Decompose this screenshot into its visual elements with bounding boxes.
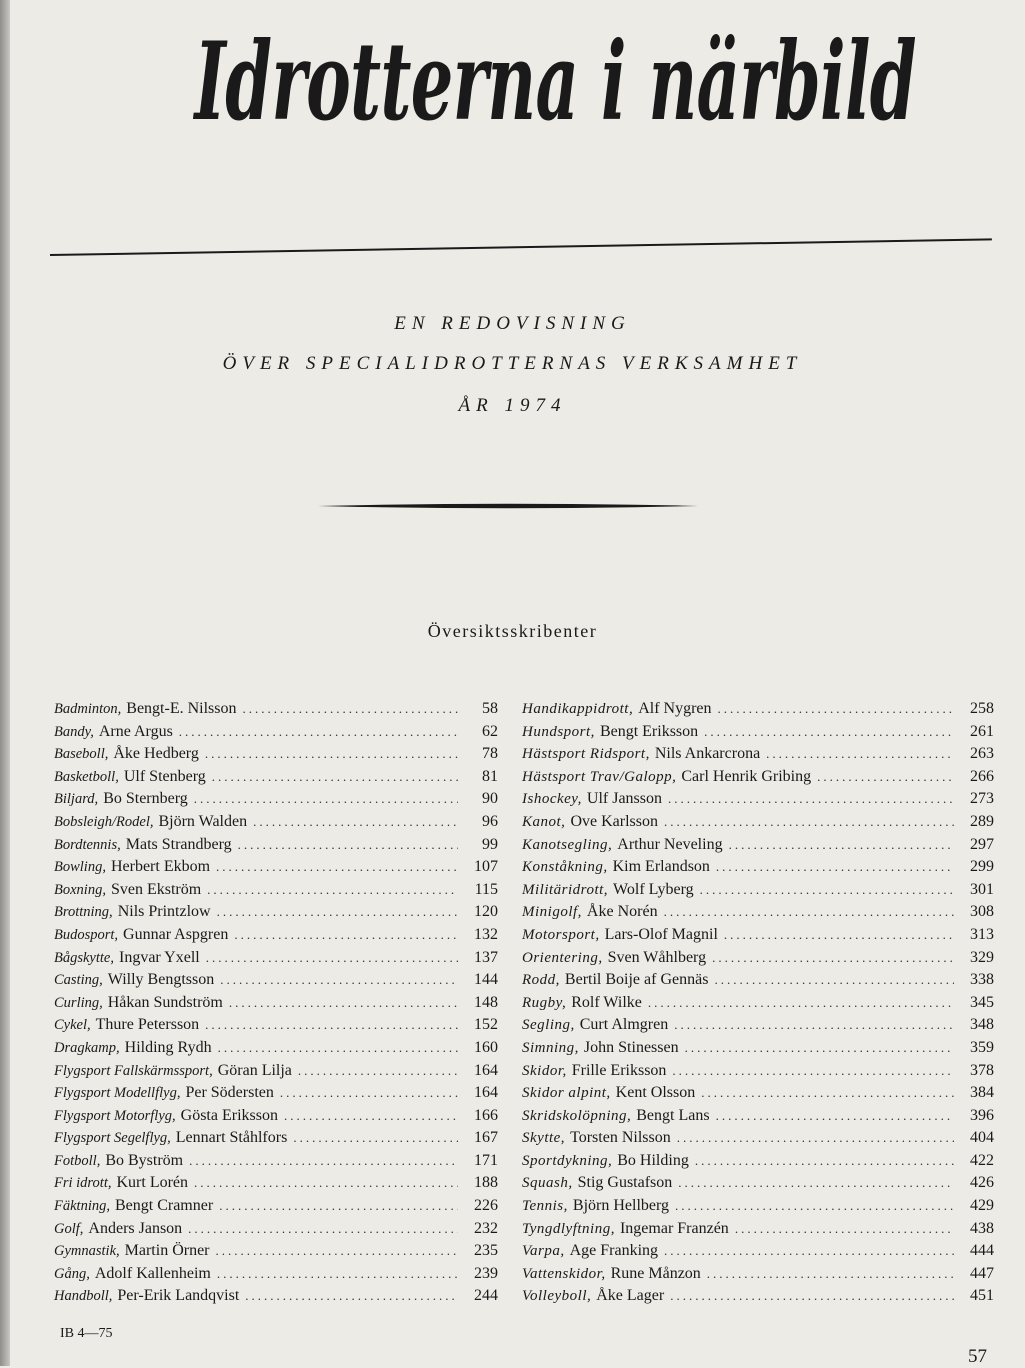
author-name: Stig Gustafson (577, 1174, 673, 1192)
sport-name: Minigolf, (522, 904, 582, 921)
dot-leader (664, 904, 954, 920)
contents-entry (54, 1197, 498, 1220)
dot-leader (674, 1017, 954, 1033)
author-name: Per-Erik Landqvist (117, 1287, 240, 1305)
contents-entry (522, 1287, 994, 1310)
page-number-ref: 384 (970, 1084, 994, 1102)
sport-name: Sportdykning, (522, 1152, 613, 1169)
author-name: Ulf Jansson (586, 790, 662, 808)
author-name: Bengt Lans (636, 1106, 710, 1124)
page-number-ref: 244 (474, 1287, 498, 1305)
contents-entry (522, 1084, 994, 1107)
page-number-ref: 144 (474, 971, 498, 989)
author-name: Thure Petersson (95, 1016, 200, 1034)
page-number-ref: 301 (970, 880, 994, 898)
page-number-ref: 345 (970, 993, 994, 1011)
author-name: Bo Hilding (617, 1151, 689, 1169)
author-name: Ove Karlsson (570, 812, 658, 830)
dot-leader (677, 1130, 954, 1146)
sport-name: Konståkning, (522, 859, 608, 876)
author-name: Bengt Eriksson (599, 722, 699, 740)
contents-entry (522, 926, 994, 949)
page-number-ref: 90 (482, 790, 498, 808)
page-number-ref: 164 (474, 1061, 498, 1079)
contents-entry (54, 723, 498, 746)
author-name: Arne Argus (98, 722, 173, 740)
author-name: Kim Erlandson (612, 858, 710, 876)
dot-leader (284, 1108, 458, 1124)
contents-entry (522, 1242, 994, 1265)
author-name: Mats Strandberg (125, 835, 232, 853)
page-title: Idrotterna i närbild (194, 19, 916, 145)
author-name: Frille Eriksson (571, 1061, 667, 1079)
page-number-ref: 429 (970, 1197, 994, 1215)
author-name: Herbert Ekbom (110, 858, 211, 876)
contents-entry (522, 1152, 994, 1175)
contents-entry (54, 1265, 498, 1288)
author-name: Nils Ankarcrona (654, 745, 761, 763)
dot-leader (729, 837, 954, 853)
dot-leader (714, 972, 954, 988)
ornamental-rule (318, 503, 698, 509)
dot-leader (220, 972, 458, 988)
page-number-ref: 444 (970, 1242, 994, 1260)
sport-name: Volleyboll, (522, 1288, 592, 1305)
page-gutter-edge (0, 0, 10, 1366)
sport-name: Gymnastik, (54, 1243, 120, 1260)
dot-leader (670, 1288, 954, 1304)
sport-name: Hundsport, (522, 723, 595, 740)
page-number-ref: 308 (970, 903, 994, 921)
title-rule (50, 238, 992, 256)
dot-leader (724, 927, 954, 943)
page-number-ref: 263 (970, 745, 994, 763)
page-number-ref: 226 (474, 1197, 498, 1215)
author-name: Håkan Sundström (107, 993, 223, 1011)
dot-leader (700, 882, 954, 898)
contents-entry (522, 700, 994, 723)
dot-leader (707, 1266, 954, 1282)
author-name: Lennart Ståhlfors (175, 1129, 288, 1147)
page-number-ref: 137 (474, 948, 498, 966)
sport-name: Bordtennis, (54, 836, 121, 853)
sport-name: Bowling, (54, 859, 106, 876)
page-number-ref: 115 (474, 880, 498, 898)
author-name: Gunnar Aspgren (123, 925, 229, 943)
sport-name: Kanotsegling, (522, 836, 613, 853)
dot-leader (293, 1130, 458, 1146)
contents-entry (522, 994, 994, 1017)
dot-leader (716, 859, 954, 875)
contents-entry (522, 1062, 994, 1085)
dot-leader (179, 724, 458, 740)
contents-entry (522, 1016, 994, 1039)
sport-name: Brottning, (54, 904, 113, 921)
sport-name: Biljard, (54, 791, 99, 808)
contents-entry (54, 1016, 498, 1039)
sport-name: Hästsport Ridsport, (522, 746, 650, 763)
author-name: Kurt Lorén (116, 1174, 189, 1192)
contents-entry (54, 949, 498, 972)
author-name: Rune Månzon (610, 1264, 701, 1282)
dot-leader (207, 882, 458, 898)
page-number-ref: 152 (474, 1016, 498, 1034)
dot-leader (664, 1243, 954, 1259)
page-number-ref: 426 (970, 1174, 994, 1192)
dot-leader (675, 1198, 954, 1214)
sport-name: Tyngdlyftning, (522, 1220, 615, 1237)
contents-entry (54, 1062, 498, 1085)
sport-name: Skytte, (522, 1130, 566, 1147)
author-name: Carl Henrik Gribing (681, 767, 812, 785)
author-name: Björn Walden (158, 812, 248, 830)
contents-entry (522, 881, 994, 904)
contents-column-left (54, 700, 498, 1310)
page-number-ref: 120 (474, 903, 498, 921)
sport-name: Ishockey, (522, 791, 582, 808)
author-name: Hilding Rydh (124, 1038, 212, 1056)
contents-entry (522, 768, 994, 791)
sport-name: Flygsport Segelflyg, (54, 1130, 171, 1147)
sport-name: Skridskolöpning, (522, 1107, 632, 1124)
dot-leader (205, 1017, 458, 1033)
sport-name: Budosport, (54, 926, 119, 943)
author-name: Bengt-E. Nilsson (126, 700, 237, 717)
sport-name: Orientering, (522, 949, 603, 966)
contents-entry (54, 790, 498, 813)
dot-leader (672, 1063, 954, 1079)
sport-name: Rodd, (522, 972, 560, 989)
dot-leader (253, 814, 458, 830)
page-number-ref: 266 (970, 767, 994, 785)
page-number-ref: 273 (970, 790, 994, 808)
dot-leader (245, 1288, 458, 1304)
sport-name: Cykel, (54, 1017, 91, 1034)
dot-leader (704, 724, 954, 740)
author-name: Torsten Nilsson (570, 1129, 671, 1147)
contents-entry (54, 881, 498, 904)
contents-entry (54, 971, 498, 994)
sport-name: Bandy, (54, 723, 94, 740)
page-number-ref: 438 (970, 1219, 994, 1237)
dot-leader (735, 1221, 954, 1237)
contents-entry (522, 1039, 994, 1062)
page-number-ref: 188 (474, 1174, 498, 1192)
dot-leader (695, 1153, 954, 1169)
sport-name: Fäktning, (54, 1198, 110, 1215)
dot-leader (298, 1063, 458, 1079)
page-number-ref: 160 (474, 1038, 498, 1056)
sport-name: Fri idrott, (54, 1175, 112, 1192)
sport-name: Dragkamp, (54, 1039, 120, 1056)
contents-entry (522, 1197, 994, 1220)
sport-name: Kanot, (522, 813, 566, 830)
dot-leader (212, 769, 458, 785)
contents-entry (522, 1129, 994, 1152)
author-name: Nils Printzlow (117, 903, 211, 921)
section-heading: Översiktsskribenter (427, 621, 598, 641)
contents-entry (522, 836, 994, 859)
contents-entry (522, 949, 994, 972)
sport-name: Simning, (522, 1039, 579, 1056)
sport-name: Rugby, (522, 994, 567, 1011)
page-number-ref: 447 (970, 1264, 994, 1282)
author-name: Adolf Kallenheim (94, 1264, 211, 1282)
contents-entry (522, 723, 994, 746)
dot-leader (678, 1175, 954, 1191)
sport-name: Bobsleigh/Rodel, (54, 813, 154, 830)
dot-leader (205, 746, 458, 762)
contents-entry (54, 1287, 498, 1310)
contents-entry (54, 1084, 498, 1107)
dot-leader (216, 859, 458, 875)
contents-entry (522, 1220, 994, 1243)
dot-leader (218, 1040, 458, 1056)
contents-entry (522, 1174, 994, 1197)
dot-leader (216, 1243, 459, 1259)
sport-name: Skidor alpint, (522, 1085, 611, 1102)
subtitle-line-3: ÅR 1974 (458, 395, 567, 416)
dot-leader (206, 950, 458, 966)
author-name: Lars-Olof Magnil (604, 925, 718, 943)
author-name: Curt Almgren (579, 1016, 669, 1034)
author-name: Gösta Eriksson (180, 1106, 278, 1124)
sport-name: Gång, (54, 1265, 90, 1282)
author-name: Ingemar Franzén (619, 1219, 729, 1237)
page-number-ref: 289 (970, 812, 994, 830)
page-number-ref: 171 (474, 1151, 498, 1169)
page-number-ref: 96 (482, 812, 498, 830)
page-number-ref: 261 (970, 722, 994, 740)
author-name: John Stinessen (583, 1038, 679, 1056)
author-name: Alf Nygren (638, 700, 712, 717)
author-name: Per Södersten (185, 1084, 274, 1102)
subtitle-line-2: ÖVER SPECIALIDROTTERNAS VERKSAMHET (222, 353, 803, 374)
contents-entry (54, 836, 498, 859)
contents-entry (522, 813, 994, 836)
dot-leader (194, 791, 458, 807)
dot-leader (189, 1153, 458, 1169)
author-name: Bo Sternberg (103, 790, 188, 808)
page-number-ref: 166 (474, 1106, 498, 1124)
page-number-ref: 58 (482, 700, 498, 717)
author-name: Arthur Neveling (617, 835, 723, 853)
contents-entry (522, 903, 994, 926)
dot-leader (219, 1198, 458, 1214)
page-number-ref: 81 (482, 767, 498, 785)
contents-entry (54, 813, 498, 836)
contents-entry (522, 1265, 994, 1288)
sport-name: Hästsport Trav/Galopp, (522, 768, 677, 785)
author-name: Sven Ekström (110, 880, 202, 898)
issue-code: IB 4—75 (60, 1326, 113, 1341)
page-number-ref: 62 (482, 722, 498, 740)
sport-name: Segling, (522, 1017, 575, 1034)
author-name: Bengt Cramner (114, 1197, 214, 1215)
page-number-ref: 99 (482, 835, 498, 853)
sport-name: Flygsport Modellflyg, (54, 1085, 181, 1102)
contents-entry (54, 700, 498, 723)
page-number-ref: 258 (970, 700, 994, 717)
contents-entry (54, 1107, 498, 1130)
author-name: Sven Wåhlberg (607, 948, 707, 966)
dot-leader (648, 995, 954, 1011)
sport-name: Basketboll, (54, 768, 119, 785)
page-number-ref: 239 (474, 1264, 498, 1282)
sport-name: Boxning, (54, 881, 106, 898)
dot-leader (766, 746, 954, 762)
contents-entry (522, 971, 994, 994)
dot-leader (280, 1085, 458, 1101)
sport-name: Motorsport, (522, 926, 600, 943)
page-number-ref: 232 (474, 1219, 498, 1237)
dot-leader (664, 814, 954, 830)
contents-entry (54, 1174, 498, 1197)
author-name: Rolf Wilke (571, 993, 642, 1011)
dot-leader (668, 791, 954, 807)
contents-entry (54, 994, 498, 1017)
dot-leader (712, 950, 954, 966)
sport-name: Handboll, (54, 1288, 113, 1305)
dot-leader (188, 1221, 458, 1237)
sport-name: Curling, (54, 994, 103, 1011)
author-name: Martin Örner (124, 1242, 210, 1260)
dot-leader (194, 1175, 458, 1191)
page-number-ref: 297 (970, 835, 994, 853)
dot-leader (217, 904, 458, 920)
sport-name: Tennis, (522, 1198, 568, 1215)
page-number-ref: 378 (970, 1061, 994, 1079)
sport-name: Militäridrott, (522, 881, 609, 898)
sport-name: Golf, (54, 1220, 84, 1237)
author-name: Ulf Stenberg (123, 767, 206, 785)
page-number-ref: 78 (482, 745, 498, 763)
author-name: Bo Byström (105, 1151, 184, 1169)
author-name: Åke Lager (596, 1287, 665, 1305)
contents-entry (54, 1152, 498, 1175)
page-number: 57 (968, 1346, 987, 1367)
dot-leader (716, 1108, 954, 1124)
sport-name: Flygsport Fallskärmssport, (54, 1062, 213, 1079)
sport-name: Bågskytte, (54, 949, 114, 966)
page-number-ref: 348 (970, 1016, 994, 1034)
author-name: Göran Lilja (217, 1061, 292, 1079)
page-number-ref: 164 (474, 1084, 498, 1102)
author-name: Åke Norén (586, 903, 658, 921)
contents-entry (54, 768, 498, 791)
dot-leader (238, 837, 458, 853)
dot-leader (701, 1085, 954, 1101)
page-number-ref: 422 (970, 1151, 994, 1169)
sport-name: Varpa, (522, 1243, 565, 1260)
sport-name: Fotboll, (54, 1152, 101, 1169)
page-number-ref: 313 (970, 925, 994, 943)
contents-column-right (522, 700, 994, 1310)
sport-name: Handikappidrott, (522, 701, 634, 717)
contents-entry (54, 1039, 498, 1062)
author-name: Anders Janson (88, 1219, 183, 1237)
dot-leader (242, 701, 458, 717)
sport-name: Squash, (522, 1175, 573, 1192)
page-number-ref: 396 (970, 1106, 994, 1124)
author-name: Bertil Boije af Gennäs (564, 971, 709, 989)
sport-name: Skidor, (522, 1062, 567, 1079)
author-name: Kent Olsson (615, 1084, 696, 1102)
page-number-ref: 148 (474, 993, 498, 1011)
dot-leader (229, 995, 458, 1011)
contents-entry (54, 1242, 498, 1265)
author-name: Ingvar Yxell (119, 948, 200, 966)
dot-leader (718, 701, 954, 717)
page-number-ref: 329 (970, 948, 994, 966)
contents-entry (54, 858, 498, 881)
sport-name: Vattenskidor, (522, 1265, 606, 1282)
contents-entry (54, 903, 498, 926)
author-name: Wolf Lyberg (613, 880, 694, 898)
contents-entry (54, 1220, 498, 1243)
contents-entry (54, 745, 498, 768)
dot-leader (217, 1266, 458, 1282)
sport-name: Badminton, (54, 701, 122, 717)
contents-entry (522, 858, 994, 881)
dot-leader (685, 1040, 954, 1056)
page-number-ref: 404 (970, 1129, 994, 1147)
page-number-ref: 167 (474, 1129, 498, 1147)
author-name: Willy Bengtsson (107, 971, 215, 989)
page-number-ref: 107 (474, 858, 498, 876)
sport-name: Casting, (54, 972, 103, 989)
page-number-ref: 451 (970, 1287, 994, 1305)
page-number-ref: 132 (474, 925, 498, 943)
page-number-ref: 359 (970, 1038, 994, 1056)
page-number-ref: 299 (970, 858, 994, 876)
contents-entry (54, 926, 498, 949)
subtitle-line-1: EN REDOVISNING (394, 313, 631, 334)
dot-leader (234, 927, 458, 943)
contents-entry (522, 745, 994, 768)
author-name: Björn Hellberg (572, 1197, 670, 1215)
dot-leader (817, 769, 954, 785)
contents-entry (522, 1107, 994, 1130)
sport-name: Flygsport Motorflyg, (54, 1107, 176, 1124)
author-name: Åke Hedberg (113, 745, 199, 763)
contents-entry (522, 790, 994, 813)
contents-entry (54, 1129, 498, 1152)
author-name: Age Franking (569, 1242, 659, 1260)
page-number-ref: 338 (970, 971, 994, 989)
sport-name: Baseboll, (54, 746, 109, 763)
page-number-ref: 235 (474, 1242, 498, 1260)
